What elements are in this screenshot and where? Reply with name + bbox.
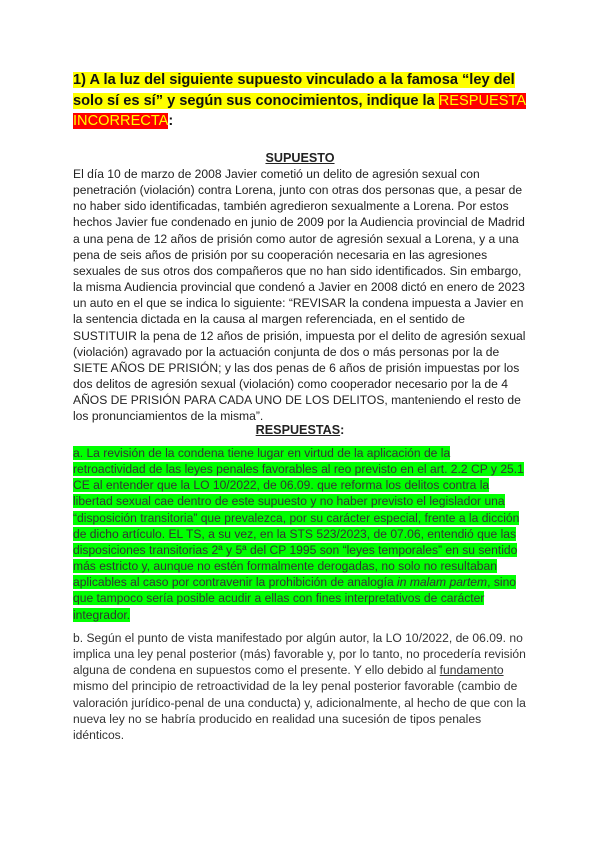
- question-suffix: :: [168, 113, 174, 129]
- answer-a-text-2: , sino que tampoco sería posible acudir a ellas con fines interpretativos de carácter integrador.: [73, 575, 517, 622]
- supuesto-body: El día 10 de marzo de 2008 Javier cometió un delito de agresión sexual con penetración (violación) contra Lorena, junto con otras dos personas que, a pesar de no haber sido identificadas, también agredieron sexualmente a Lorena. Por estos hechos Javier fue condenado en junio de 2009 por la Audiencia provincial de Madrid a una pena de 12 años de prisión como autor de agresión sexual a Lorena, y a una pena de seis años de prisión por su cooperación necesaria en las agresiones sexuales de sus otros dos compañeros que no han sido identificados. Sin embargo, la misma Audiencia provincial que condenó a Javier en 2008 dictó en enero de 2023 un auto en el que se indica lo siguiente: “REVISAR la condena impuesta a Javier en la sentencia dictada en la causa al margen referenciada, en el sentido de SUSTITUIR la pena de 12 años de prisión, impuesta por el delito de agresión sexual (violación) agravado por la actuación conjunta de dos o más personas por la de SIETE AÑOS DE PRISIÓN; y las dos penas de 6 años de prisión impuestas por los dos delitos de agresión sexual (violación) como cooperador necesario por la de 4 AÑOS DE PRISIÓN PARA CADA UNO DE LOS DELITOS, manteniendo el resto de los pronunciamientos de la misma”.: [73, 167, 526, 424]
- respuestas-title: RESPUESTAS: [255, 423, 341, 437]
- answer-a-italic: in malam partem: [397, 575, 488, 590]
- supuesto-title: SUPUESTO: [265, 151, 335, 165]
- respuestas-suffix: :: [340, 423, 345, 437]
- question-text: 1) A la luz del siguiente supuesto vinculado a la famosa “ley del solo sí es sí” y según sus conocimientos, indique la: [73, 72, 515, 109]
- respuestas-heading: [73, 423, 527, 437]
- answer-a-text-1: a. La revisión de la condena tiene lugar en virtud de la aplicación de la retroactividad de las leyes penales favorables al reo previsto en el art. 2.2 CP y 25.1 CE al entender que la LO 10/2022, de 06.09. que reforma los delitos contra la libertad sexual cae dentro de este supuesto y no haber previsto el legislador una “disposición transitoria” que prevalezca, por su carácter especial, frente a la dicción de dicho artículo. EL TS, a su vez, en la STS 523/2023, de 07.06, entendió que las disposiciones transitorias 2ª y 5ª del CP 1995 son “leyes temporales” en su sentido más estricto y, aunque no estén formalmente derogadas, no solo no resultaban aplicables al caso por contravenir la prohibición de analogía: [73, 446, 524, 590]
- answer-b-text-1: b. Según el punto de vista manifestado por algún autor, la LO 10/2022, de 06.09. no implica una ley penal posterior (más) favorable y, por lo tanto, no procedería revisión alguna de condena en supuestos como el presente. Y ello debido al: [73, 631, 526, 678]
- question-highlight: RESPUESTA INCORRECTA: [73, 92, 527, 129]
- answer-b-underline: fundamento: [439, 663, 504, 678]
- answer-b-text-2: mismo del principio de retroactividad de la ley penal posterior favorable (cambio de valoración jurídico-penal de una conducta) y, adicionalmente, al hecho de que con la nueva ley no se habría producido en realidad una sucesión de tipos penales idénticos.: [73, 679, 526, 742]
- answer-a: [73, 445, 526, 623]
- answer-b: [73, 630, 529, 743]
- question-heading: [73, 70, 533, 132]
